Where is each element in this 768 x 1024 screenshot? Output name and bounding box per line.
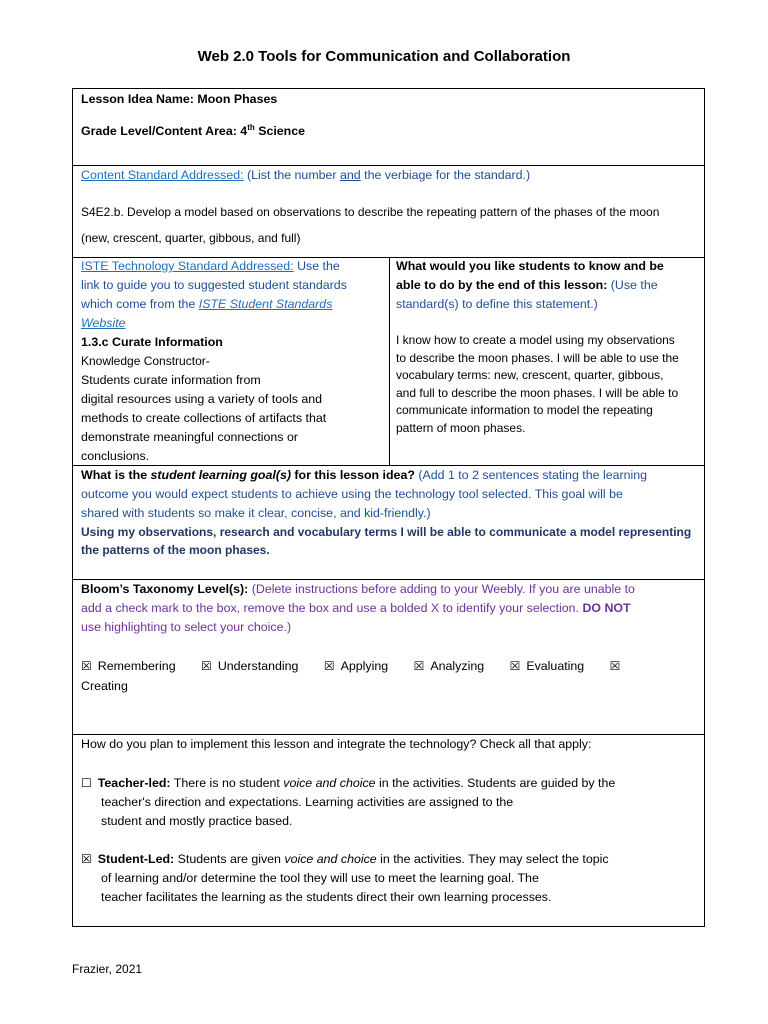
content-standard-heading: Content Standard Addressed: (List the number and the verbiage for the standard.) <box>81 168 531 182</box>
checkbox-remembering[interactable]: ☒ Remembering <box>81 659 176 673</box>
blooms-row: Bloom’s Taxonomy Level(s): (Delete instructions before adding to your Weebly. If you are unable to add a check mark to the box, remove the box and use a bolded X to identify your selection. DO NOT use highlighting to select your choice.) ☒ Remembering ☒ Understanding ☒ Applying ☒ Analyzing ☒ Evaluating ☒ Creating <box>72 579 705 735</box>
iste-column: ISTE Technology Standard Addressed: Use the link to guide you to suggested student standards which come from the ISTE Student Standards Website 1.3.c Curate Information Knowledge Constructor- Students curate information from digital resources using a variety of tools and methods to create collections of artifacts that demonstrate meaningful connections or conclusions. <box>81 257 385 466</box>
learning-goal-row: What is the student learning goal(s) for this lesson idea? (Add 1 to 2 sentences stating the learning outcome you would expect students to achieve using the technology tool selected. This goal will be shared with students so make it clear, concise, and kid-friendly.) Using my observations, research and vocabulary terms I will be able to communicate a model representing the patterns of the moon phases. <box>72 465 705 580</box>
footer: Frazier, 2021 <box>72 962 143 976</box>
student-led-checkbox[interactable]: ☒ <box>81 852 92 866</box>
lesson-info-row <box>72 88 705 166</box>
iste-heading-link[interactable]: ISTE Technology Standard Addressed: <box>81 259 294 273</box>
checkbox-evaluating[interactable]: ☒ Evaluating <box>509 659 585 673</box>
implementation-row: How do you plan to implement this lesson and integrate the technology? Check all that apply: ☐ Teacher-led: There is no student voice and choice in the activities. Students are guided by the teacher's direction and expectations. Learning activities are assigned to the student and mostly practice based. ☒ Student-Led: Students are given voice and choice in the activities. They may select the topic of learning and/or determine the tool they will use to meet the learning goal. The teacher facilitates the learning as the students direct their own learning processes. <box>72 734 705 927</box>
iste-standards-link[interactable]: ISTE Student Standards <box>198 297 333 311</box>
lesson-name: Lesson Idea Name: Moon Phases <box>81 92 278 106</box>
checkbox-applying[interactable]: ☒ Applying <box>323 659 389 673</box>
column-divider <box>389 257 390 465</box>
grade-level: Grade Level/Content Area: 4th Science <box>81 123 306 139</box>
document-title: Web 2.0 Tools for Communication and Collaboration <box>197 48 571 65</box>
option-teacher-led[interactable]: ☐ Teacher-led: There is no student voice and choice in the activities. Students are guided by the <box>81 776 616 790</box>
know-column: What would you like students to know and be able to do by the end of this lesson: (Use the standard(s) to define this statement.) I know how to create a model using my observations to describe the moon phases. I will be able to use the vocabulary terms: new, crescent, quarter, gibbous, and full to describe the moon phases. I will be able to communicate information to model the repeating pattern of moon phases. <box>396 257 702 437</box>
option-student-led[interactable]: ☒ Student-Led: Students are given voice and choice in the activities. They may select the topic <box>81 852 609 866</box>
checkbox-understanding[interactable]: ☒ Understanding <box>201 659 299 673</box>
standard-sub: Knowledge Constructor- <box>81 354 210 368</box>
content-standard-text-2: (new, crescent, quarter, gibbous, and full) <box>81 231 301 245</box>
teacher-led-checkbox[interactable]: ☐ <box>81 776 92 790</box>
content-standard-row <box>72 165 705 258</box>
blooms-levels <box>81 657 698 676</box>
iste-row <box>72 257 705 466</box>
implementation-question: How do you plan to implement this lesson and integrate the technology? Check all that apply: <box>81 737 592 751</box>
content-standard-link[interactable]: Content Standard Addressed: <box>81 168 244 182</box>
know-answer: I know how to create a model using my observations to describe the moon phases. I will be able to use the vocabulary terms: new, crescent, quarter, gibbous, and full to describe the moon phases. I will be able to communicate information to model the repeating pattern of moon phases. <box>396 333 679 435</box>
checkbox-creating-box[interactable]: ☒ <box>609 659 621 673</box>
learning-goal-answer: Using my observations, research and vocabulary terms I will be able to communicate a model representing <box>81 525 692 539</box>
standard-title: 1.3.c Curate Information <box>81 335 223 349</box>
iste-website-link[interactable]: Website <box>81 316 126 330</box>
level-creating: Creating <box>81 679 128 693</box>
content-standard-text: S4E2.b. Develop a model based on observations to describe the repeating pattern of the phases of the moon <box>81 205 660 219</box>
checkbox-analyzing[interactable]: ☒ Analyzing <box>413 659 485 673</box>
